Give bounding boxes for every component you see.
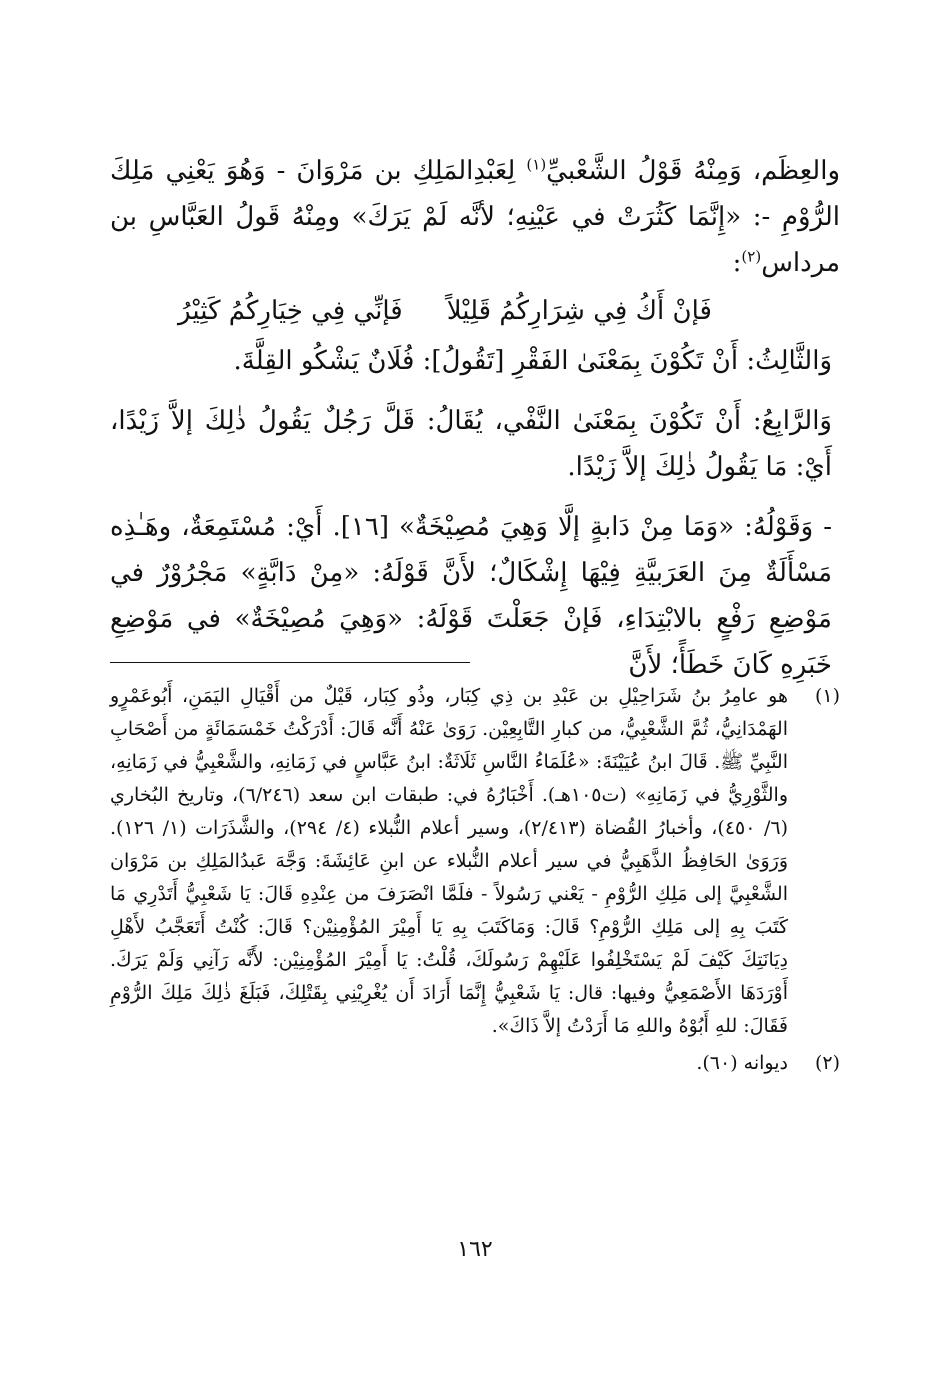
footnote-2: [110, 1047, 840, 1080]
paragraph-commentary: - وَقَوْلُهُ: «وَمَا مِنْ دَابةٍ إلَّا وَهِيَ مُصِيْخَةٌ» [١٦]. أَيْ: مُسْتَمِعَةٌ، وهَـٰذِه مَسْأَلَةٌ مِنَ العَرَبيَّةِ فِيْهَا إِشْكَالٌ؛ لأَنَّ قَوْلَهُ: «مِنْ دَابَّةٍ» مَجْرُوْرٌ في مَوْضِعِ رَفْعٍ بالابْتِدَاءِ، فَإنْ جَعَلْتَ قَوْلَهُ: «وَهِيَ مُصِيْخَةٌ» في مَوْضِعِ خَبَرِهِ كَانَ خَطَأً؛ لأَنَّ: [110, 512, 833, 680]
footnote-separator: [110, 662, 470, 663]
verse-first-hemistich: فَإنْ أَكُ فِي شِرَارِكُمُ قَلِيْلاً: [446, 296, 712, 326]
verse-second-hemistich: فَإنِّي فِي خِيَارِكُمُ كَثِيْرُ: [178, 296, 403, 326]
footnote-ref-2: (٢): [741, 247, 762, 266]
footnote-1-number: (١): [814, 685, 840, 707]
footnote-2-text: ديوانه (٦٠).: [696, 1052, 788, 1074]
paragraph-1-rest: لِعَبْدِالمَلِكِ بن مَرْوَانَ - وَهُوَ يَعْنِي مَلِكَ الرُّوْمِ -: «إِنَّمَا كَثُرَتْ في عَيْنِهِ؛ لأنَّه لَمْ يَرَكَ» ومِنْهُ قَولُ العَبَّاسِ بن مرداس: [110, 156, 840, 278]
poetry-verse: [110, 288, 840, 334]
page-number: ١٦٢: [457, 1237, 493, 1262]
main-text: [110, 148, 840, 688]
footnotes: [110, 680, 840, 1084]
footnote-1-text: هو عامِرُ بنُ شَرَاحِيْلِ بن عَبْدِ بن ذِي كِبَار، وذُو كِبَار، قَيْلٌ من أَقْيَالِ اليَمَنِ، أَبُوعَمْرٍو الهَمْدَانِيُّ، ثُمَّ الشَّعْبِيُّ، من كبارِ التَّابِعِيْن. رَوَىٰ عَنْهُ أَنَّه قَالَ: أَدْرَكْتُ خَمْسَمَائَةٍ من أَصْحَابِ النَّبِيِّ ﷺ. قَالَ ابنُ عُيَيْنَةَ: «عُلَمَاءُ النَّاسِ ثَلَاثَةٌ: ابنُ عَبَّاسٍ في زَمَانِهِ، والشَّعْبِيُّ في زَمَانِهِ، والثَّوْرِيُّ في زَمَانِهِ» (ت١٠٥هـ). أَخْبَارُهُ في: طبقات ابن سعد (٦/٢٤٦)، وتاريخ البُخاري (٦/ ٤٥٠)، وأخبارُ القُضاة (٢/٤١٣)، وسير أعلام النُّبلاء (٤/ ٢٩٤)، والشَّذَرَات (١/ ١٢٦). وَرَوَىٰ الحَافِظُ الذَّهَبِيُّ في سير أعلام النُّبلاء عن ابنِ عَائِشَةَ: وَجَّهَ عَبدُالمَلِكِ بن مَرْوَان الشَّعْبِيَّ إلى مَلِكِ الرُّوْمِ - يَعْني رَسُولاً - فلَمَّا انْصَرَفَ من عِنْدِهِ قَالَ: يَا شَعْبِيُّ أَتَدْرِي مَا كَتَبَ بِهِ إلى مَلِكِ الرُّوْمِ؟ قَالَ: وَمَاكَتَبَ بِهِ يَا أَمِيْرَ المُؤْمِنِيْن؟ قَالَ: كُنْتُ أَتَعَجَّبُ لأَهْلِ دِيَانَتِكَ كَيْفَ لَمْ يَسْتَخْلِفُوا عَلَيْهِمْ رَسُولَكَ، قُلْتُ: يَا أَمِيْرَ المُؤْمِنِيْن: لأَنَّه رَآنِي وَلَمْ يَرَكَ. أَوْرَدَهَا الأَصْمَعِيُّ وفيها: قال: يَا شَعْبِيُّ إِنَّمَا أَرَادَ أَن يُغْرِيْنِي بِقَتْلِكَ، فَبَلَغَ ذٰلِكَ مَلِكَ الرُّوْمِ فَقَالَ: للهِ أَبُوْهُ واللهِ مَا أَرَدْتُ إلاَّ ذَاكَ».: [110, 685, 788, 1037]
footnote-2-number: (٢): [814, 1052, 840, 1074]
footnote-ref-1: (١): [526, 155, 547, 174]
paragraph-1-end: :: [732, 248, 742, 278]
paragraph-third-meaning: وَالثَّالِثُ: أَنْ تَكُوْنَ بِمَعْنَىٰ الفَقْرِ [تَقُولُ]: فُلَانٌ يَشْكُو القِلَّةَ.: [233, 346, 832, 376]
footnote-1: [110, 680, 840, 1043]
paragraph-1: [110, 148, 840, 286]
paragraph-fourth-meaning: وَالرَّابِعُ: أَنْ تَكُوْنَ بِمَعْنَىٰ النَّفْي، يُقَالُ: قَلَّ رَجُلٌ يَقُولُ ذٰلِكَ إلاَّ زَيْدًا، أَيْ: مَا يَقُولُ ذٰلِكَ إلاَّ زَيْدًا.: [110, 406, 832, 482]
book-page: [110, 140, 840, 1294]
paragraph-1-start: والعِظَم، وَمِنْهُ قَوْلُ الشَّعْبيِّ: [546, 156, 840, 186]
